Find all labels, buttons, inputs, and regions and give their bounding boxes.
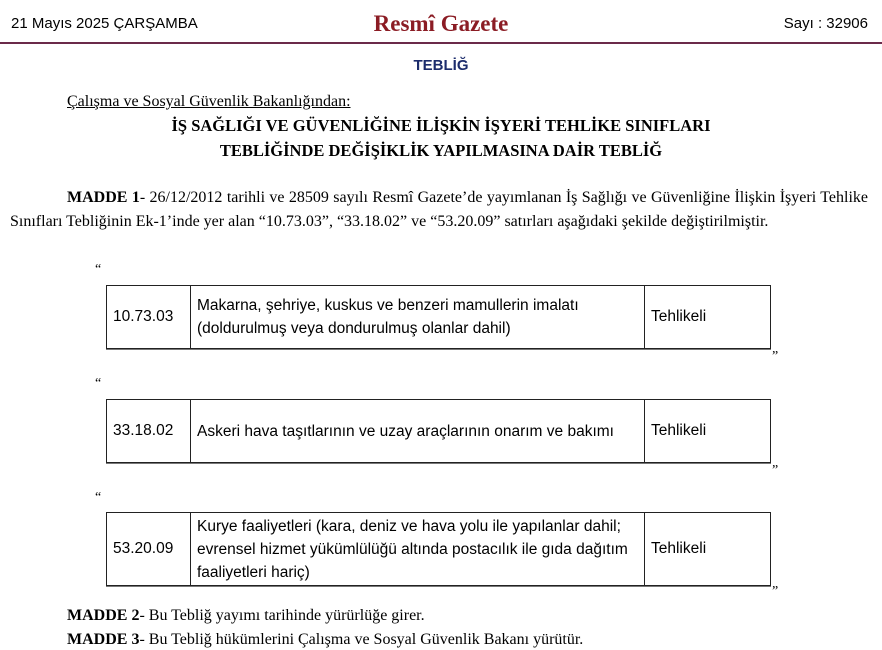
article-3	[67, 631, 583, 649]
hazard-class: Tehlikeli	[651, 540, 707, 557]
nace-code: 10.73.03	[107, 286, 191, 348]
table-row	[106, 512, 771, 586]
activity-description: Askeri hava taşıtlarının ve uzay araçlarının onarım ve bakımı	[191, 400, 645, 462]
quote-close-mark: ”	[772, 463, 779, 478]
activity-description: Kurye faaliyetleri (kara, deniz ve hava yolu ile yapılanlar dahil; evrensel hizmet yükümlülüğü altında postacılık ile gıda dağıtım faaliyetleri hariç)	[191, 513, 645, 585]
article-2-text: - Bu Tebliğ yayımı tarihinde yürürlüğe girer.	[139, 607, 425, 624]
document-title-line1: İŞ SAĞLIĞI VE GÜVENLİĞİNE İLİŞKİN İŞYERİ TEHLİKE SINIFLARI	[171, 116, 711, 135]
quote-open-mark: “	[95, 490, 102, 505]
activity-description: Makarna, şehriye, kuskus ve benzeri mamullerin imalatı (doldurulmuş veya dondurulmuş olanlar dahil)	[191, 286, 645, 348]
table-row	[106, 399, 771, 463]
quote-close-mark: ”	[772, 349, 779, 364]
publication-date: 21 Mayıs 2025 ÇARŞAMBA	[11, 15, 198, 32]
issue-number: Sayı : 32906	[783, 15, 868, 32]
article-1-text: - 26/12/2012 tarihli ve 28509 sayılı Resmî Gazete’de yayımlanan İş Sağlığı ve Güvenliğine İlişkin İşyeri Tehlike Sınıfları Tebliğinin Ek-1’inde yer alan “10.73.03”, “33.18.02” ve “53.20.09” satırları aşağıdaki şekilde değiştirilmiştir.	[10, 189, 868, 230]
section-label: TEBLİĞ	[413, 57, 469, 74]
publication-title: Resmî Gazete	[373, 11, 509, 36]
document-title-line2: TEBLİĞİNDE DEĞİŞİKLİK YAPILMASINA DAİR TEBLİĞ	[219, 141, 663, 160]
article-3-label: MADDE 3	[67, 631, 140, 648]
hazard-class: Tehlikeli	[651, 308, 707, 325]
quote-close-mark: ”	[772, 584, 779, 599]
table-row	[106, 285, 771, 349]
article-3-text: - Bu Tebliğ hükümlerini Çalışma ve Sosyal Güvenlik Bakanı yürütür.	[139, 631, 584, 648]
article-1	[10, 186, 868, 234]
nace-code: 33.18.02	[107, 400, 191, 462]
gazette-header	[0, 0, 882, 44]
quote-open-mark: “	[95, 376, 102, 391]
article-2	[67, 607, 425, 625]
quote-open-mark: “	[95, 262, 102, 277]
article-2-label: MADDE 2	[67, 607, 140, 624]
nace-code: 53.20.09	[107, 513, 191, 585]
article-1-label: MADDE 1	[67, 189, 140, 206]
hazard-class: Tehlikeli	[651, 422, 707, 439]
issuing-ministry: Çalışma ve Sosyal Güvenlik Bakanlığından:	[67, 93, 351, 110]
